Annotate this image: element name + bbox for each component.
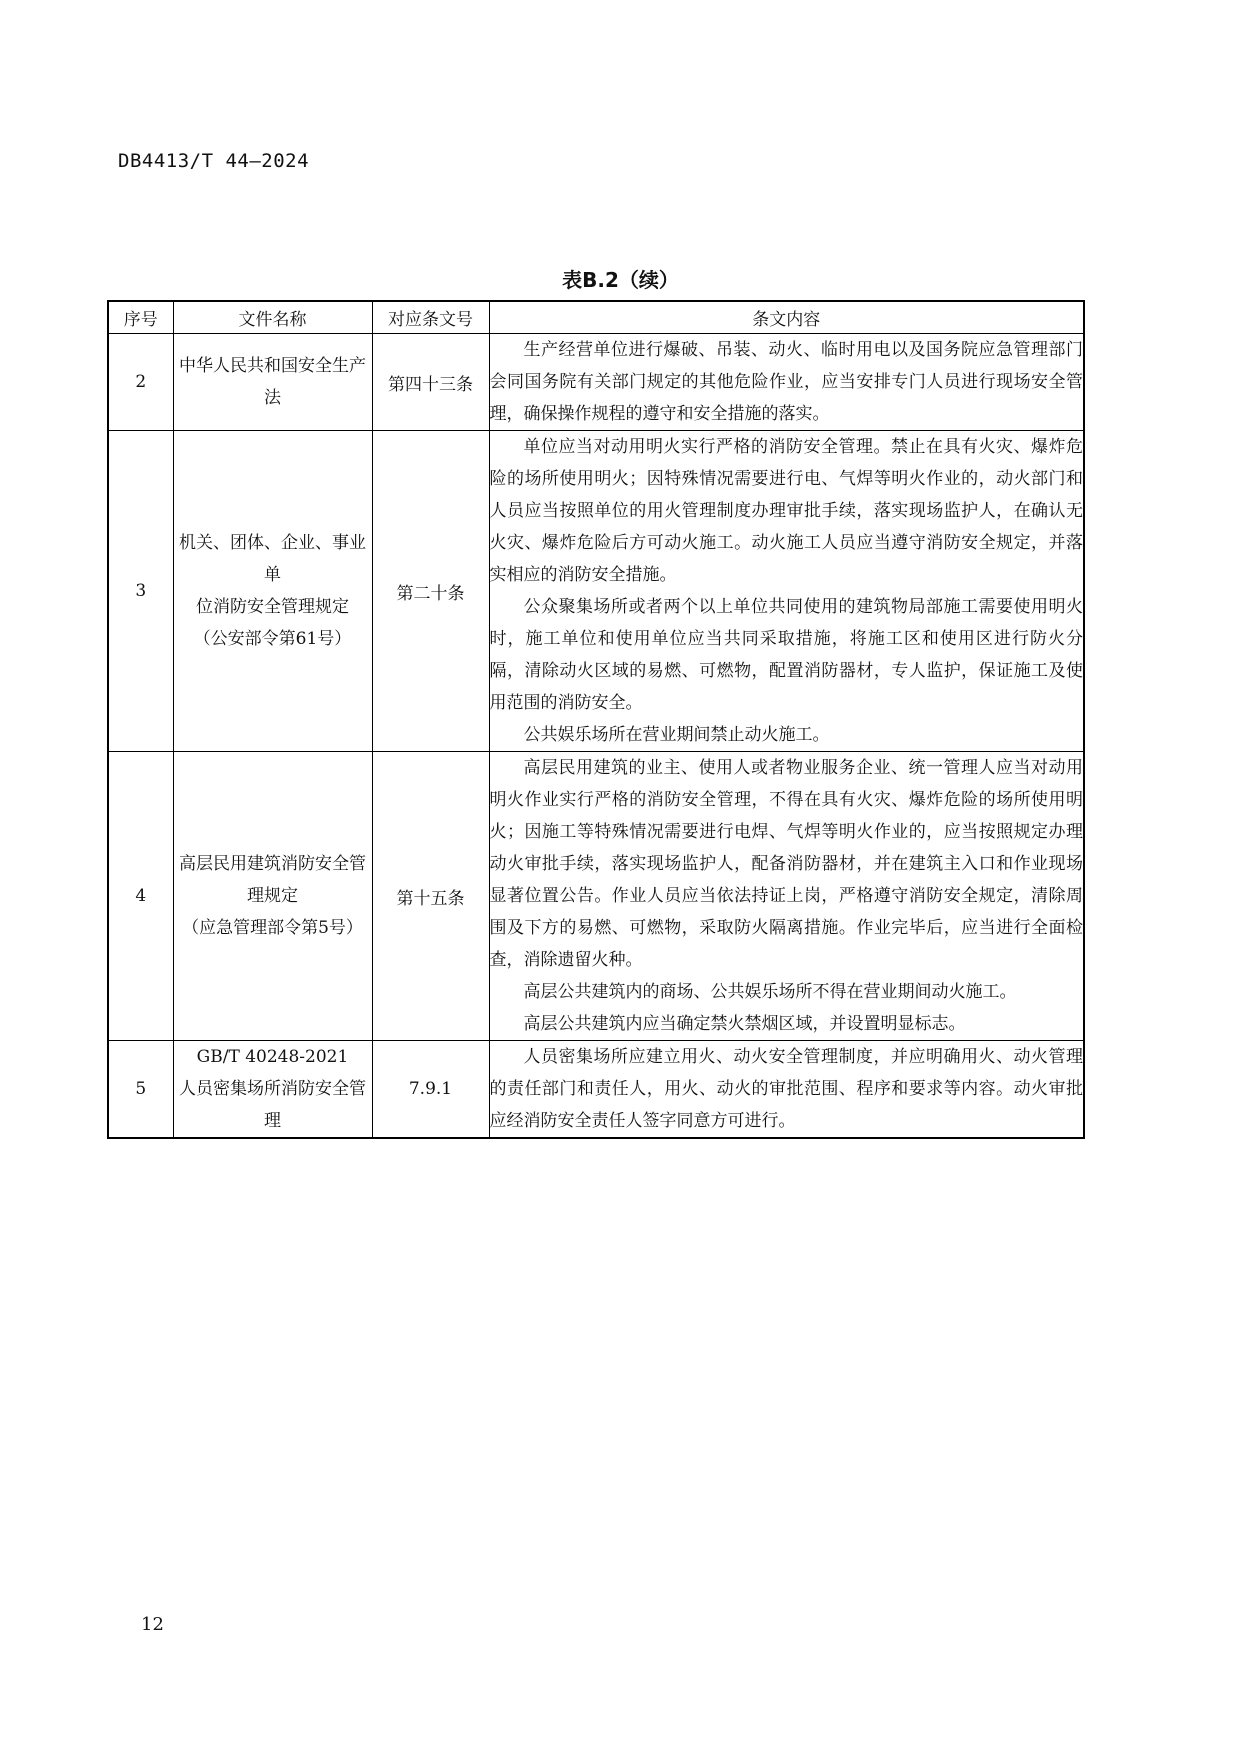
- clause-paragraph: 生产经营单位进行爆破、吊装、动火、临时用电以及国务院应急管理部门会同国务院有关部门规定的其他危险作业，应当安排专门人员进行现场安全管理，确保操作规程的遵守和安全措施的落实。: [489, 340, 1083, 424]
- document-name: [173, 1041, 372, 1139]
- clause-content: [489, 431, 1084, 752]
- clause-paragraph: 公共娱乐场所在营业期间禁止动火施工。: [523, 725, 830, 745]
- clause-paragraph: 单位应当对动用明火实行严格的消防安全管理。禁止在具有火灾、爆炸危险的场所使用明火；因特殊情况需要进行电、气焊等明火作业的，动火部门和人员应当按照单位的用火管理制度办理审批手续，落实现场监护人，在确认无火灾、爆炸危险后方可动火施工。动火施工人员应当遵守消防安全规定，并落实相应的消防安全措施。: [489, 437, 1083, 585]
- clause-number: 第二十条: [372, 431, 489, 752]
- document-name: [173, 752, 372, 1041]
- row-number: 5: [108, 1041, 173, 1139]
- table-row: [108, 1041, 1084, 1139]
- column-header-document-name: 文件名称: [173, 301, 372, 334]
- table-title: 表B.2（续）: [562, 268, 679, 292]
- page-number: 12: [141, 1614, 164, 1635]
- document-name-line: 中华人民共和国安全生产: [179, 356, 366, 376]
- clause-number: 第十五条: [372, 752, 489, 1041]
- clause-content: [489, 1041, 1084, 1139]
- document-name: [173, 334, 372, 431]
- document-name-line: 理规定: [247, 886, 298, 906]
- document-name-line: （公安部令第61号）: [193, 629, 352, 649]
- column-header-clause-number: 对应条文号: [372, 301, 489, 334]
- clause-paragraph: 高层民用建筑的业主、使用人或者物业服务企业、统一管理人应当对动用明火作业实行严格的消防安全管理，不得在具有火灾、爆炸危险的场所使用明火；因施工等特殊情况需要进行电焊、气焊等明火作业的，应当按照规定办理动火审批手续，落实现场监护人，配备消防器材，并在建筑主入口和作业现场显著位置公告。作业人员应当依法持证上岗，严格遵守消防安全规定，清除周围及下方的易燃、可燃物，采取防火隔离措施。作业完毕后，应当进行全面检查，消除遗留火种。: [489, 758, 1083, 970]
- document-name-line: 法: [264, 388, 281, 408]
- clause-content: [489, 752, 1084, 1041]
- clause-paragraph: 人员密集场所应建立用火、动火安全管理制度，并应明确用火、动火管理的责任部门和责任人，用火、动火的审批范围、程序和要求等内容。动火审批应经消防安全责任人签字同意方可进行。: [489, 1047, 1083, 1131]
- clause-number: 7.9.1: [372, 1041, 489, 1139]
- clause-paragraph: 高层公共建筑内的商场、公共娱乐场所不得在营业期间动火施工。: [523, 982, 1017, 1002]
- clause-content: [489, 334, 1084, 431]
- document-name-line: 机关、团体、企业、事业单: [179, 533, 366, 585]
- clause-paragraph: 高层公共建筑内应当确定禁火禁烟区域，并设置明显标志。: [523, 1014, 966, 1034]
- document-name-line: （应急管理部令第5号）: [182, 918, 363, 938]
- regulations-table: [107, 300, 1085, 1139]
- table-row: [108, 752, 1084, 1041]
- document-code: DB4413/T 44—2024: [118, 150, 310, 172]
- column-header-clause-content: 条文内容: [489, 301, 1084, 334]
- row-number: 2: [108, 334, 173, 431]
- table-row: [108, 334, 1084, 431]
- document-name-line: 理: [264, 1111, 281, 1131]
- row-number: 3: [108, 431, 173, 752]
- clause-paragraph: 公众聚集场所或者两个以上单位共同使用的建筑物局部施工需要使用明火时，施工单位和使用单位应当共同采取措施，将施工区和使用区进行防火分隔，清除动火区域的易燃、可燃物，配置消防器材，专人监护，保证施工及使用范围的消防安全。: [489, 597, 1083, 713]
- clause-number: 第四十三条: [372, 334, 489, 431]
- document-name-line: GB/T 40248-2021: [196, 1047, 349, 1067]
- table-row: [108, 431, 1084, 752]
- column-header-number: 序号: [108, 301, 173, 334]
- document-name: [173, 431, 372, 752]
- document-name-line: 人员密集场所消防安全管: [179, 1079, 366, 1099]
- document-name-line: 位消防安全管理规定: [196, 597, 349, 617]
- document-name-line: 高层民用建筑消防安全管: [179, 854, 366, 874]
- table-header-row: [108, 301, 1084, 334]
- row-number: 4: [108, 752, 173, 1041]
